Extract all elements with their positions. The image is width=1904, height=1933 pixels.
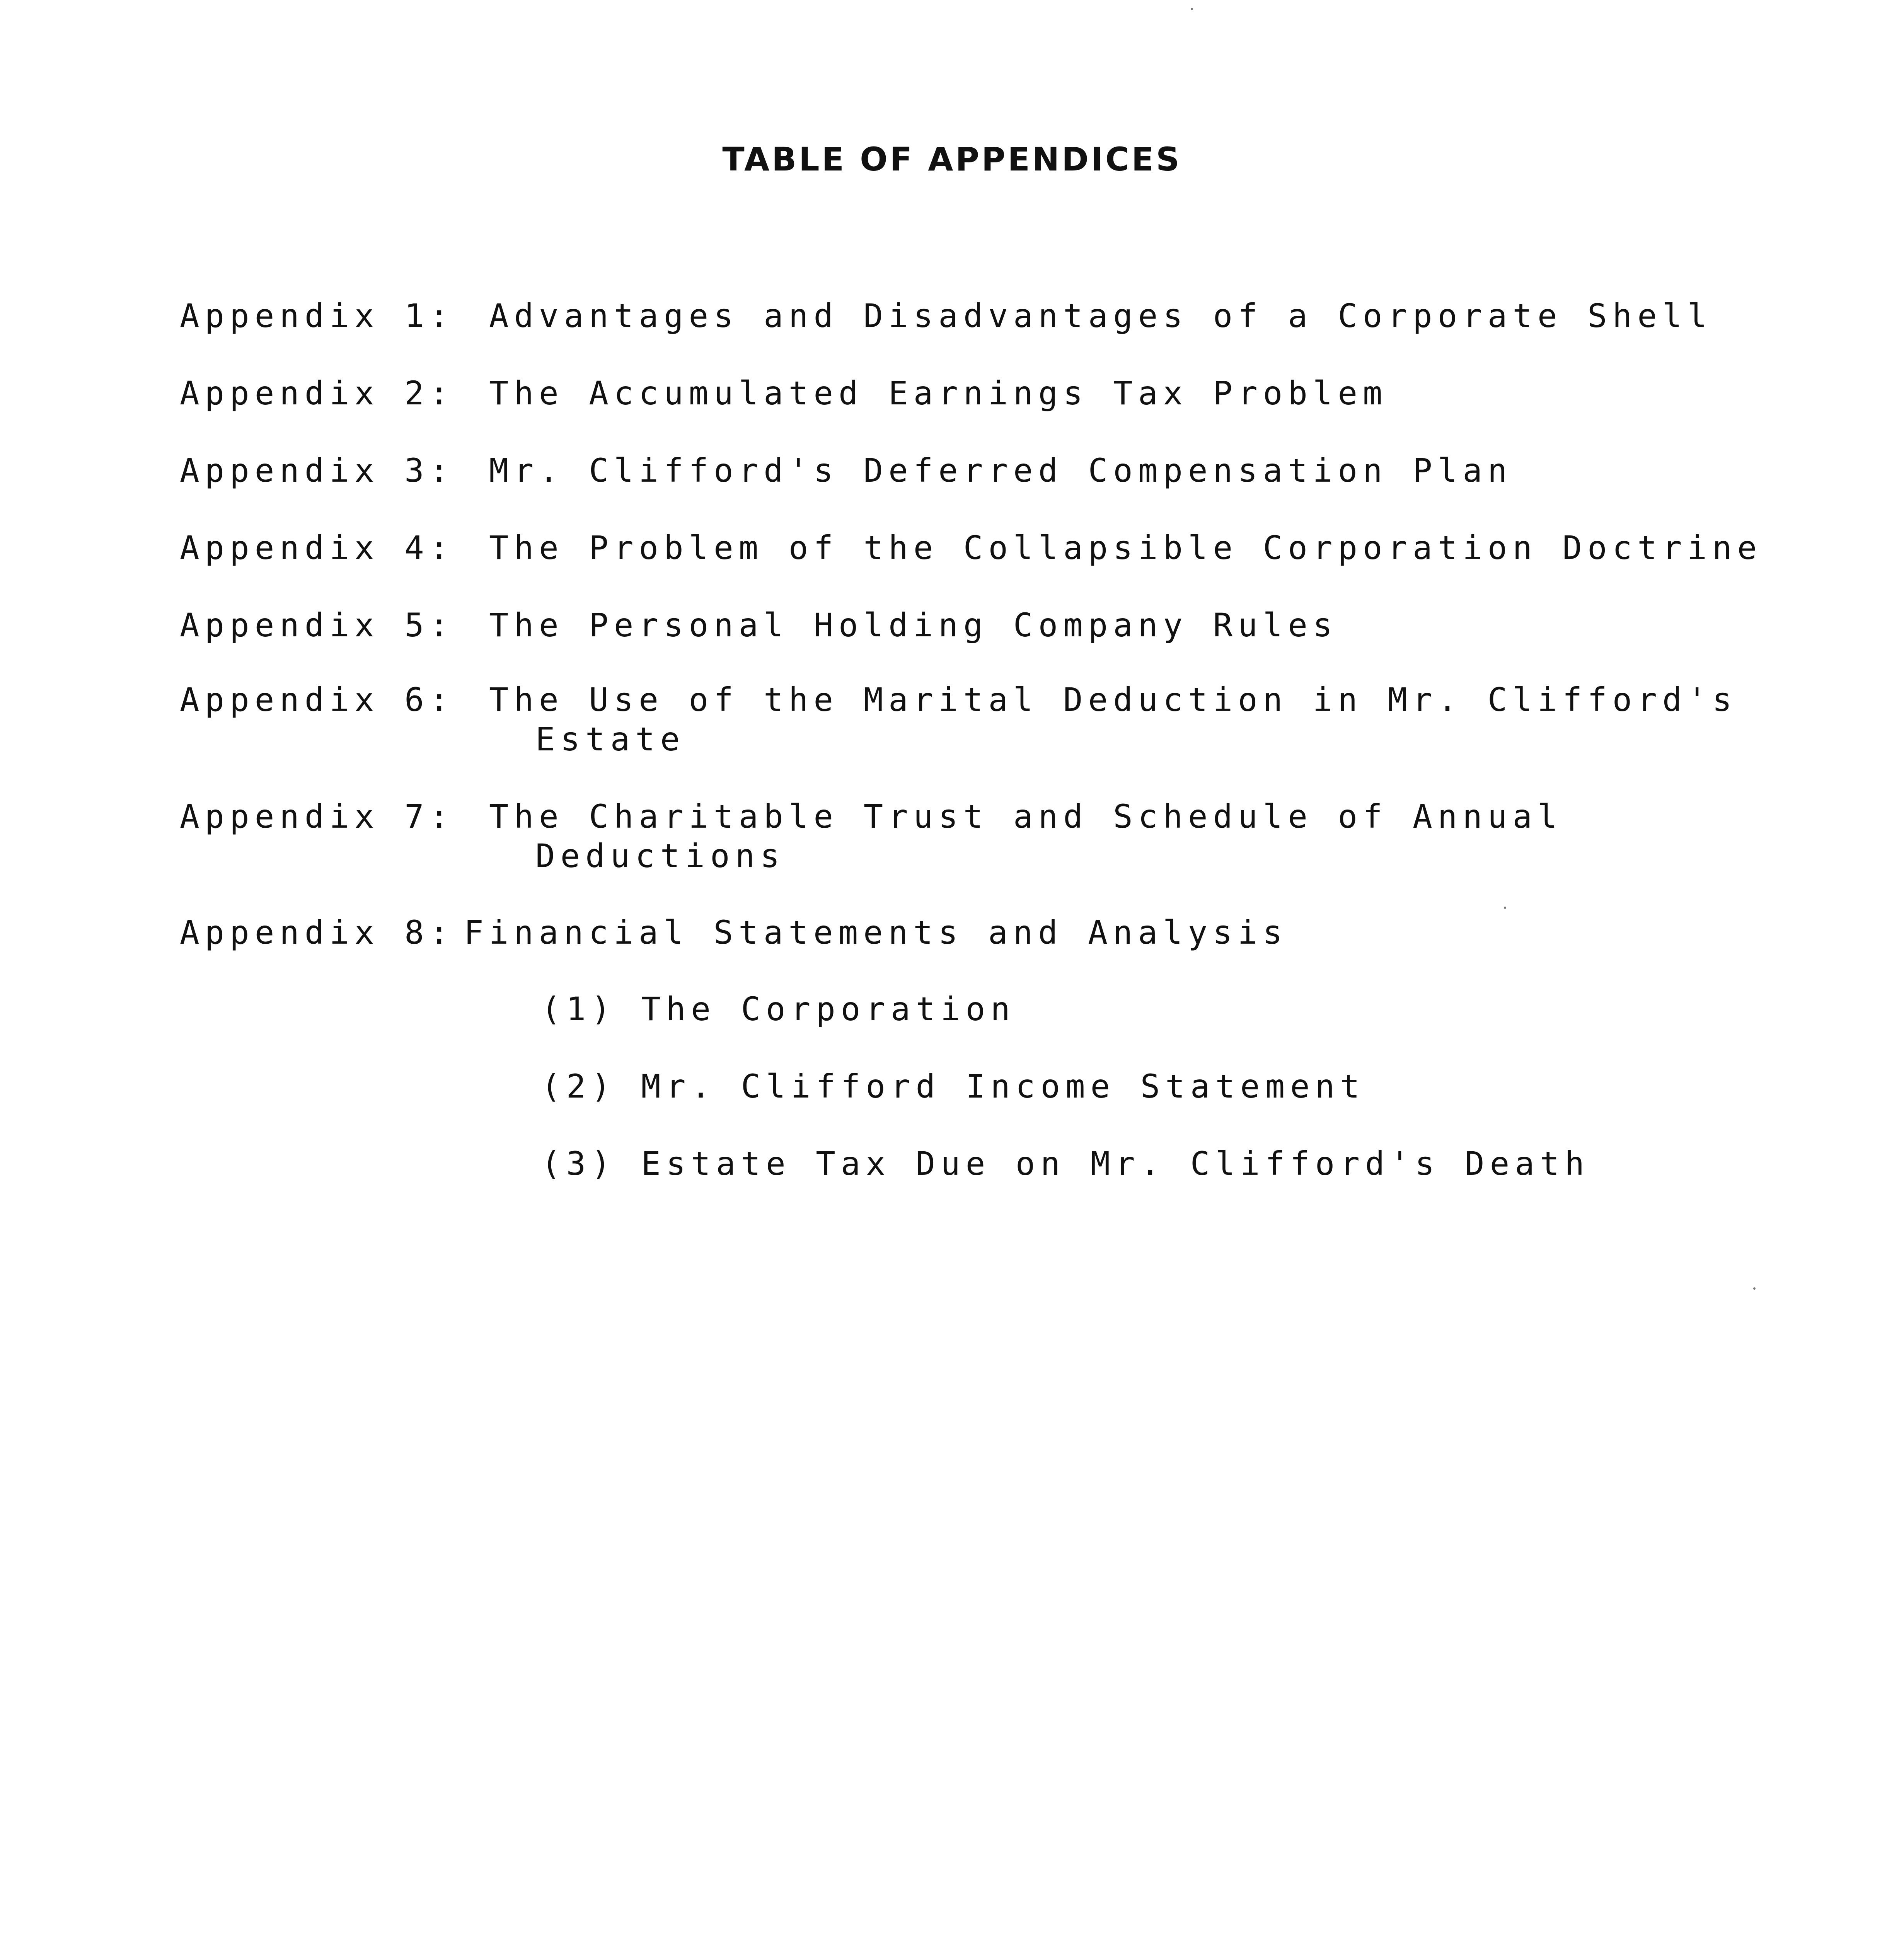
appendix-label: Appendix 8:	[180, 914, 455, 951]
appendix-title: The Accumulated Earnings Tax Problem	[489, 374, 1388, 412]
appendix-title: The Problem of the Collapsible Corporation Doctrine	[489, 529, 1763, 567]
appendix-title: Financial Statements and Analysis	[464, 914, 1288, 951]
scan-speck	[1753, 1287, 1756, 1290]
appendix-label: Appendix 1:	[180, 297, 455, 335]
scan-speck	[1504, 907, 1506, 909]
appendix-label: Appendix 2:	[180, 374, 455, 412]
appendix-title-continuation: Estate	[535, 720, 685, 758]
appendix-label: Appendix 7:	[180, 798, 455, 835]
appendix-title: Advantages and Disadvantages of a Corporate Shell	[489, 297, 1713, 335]
appendix-title: The Use of the Marital Deduction in Mr. Clifford's	[489, 681, 1737, 719]
appendix-title: Mr. Clifford's Deferred Compensation Plan	[489, 452, 1513, 489]
sub-item-2: (2) Mr. Clifford Income Statement	[541, 1067, 1365, 1105]
sub-item-3: (3) Estate Tax Due on Mr. Clifford's Death	[541, 1145, 1590, 1183]
appendix-title: The Charitable Trust and Schedule of Annual	[489, 798, 1563, 835]
appendix-label: Appendix 5:	[180, 606, 455, 644]
appendix-label: Appendix 3:	[180, 452, 455, 489]
appendix-label: Appendix 6:	[180, 681, 455, 719]
sub-item-1: (1) The Corporation	[541, 990, 1016, 1028]
page-title: TABLE OF APPENDICES	[722, 140, 1182, 178]
scan-speck	[1191, 8, 1193, 10]
appendix-title-continuation: Deductions	[535, 837, 785, 875]
appendix-title: The Personal Holding Company Rules	[489, 606, 1338, 644]
appendix-label: Appendix 4:	[180, 529, 455, 567]
